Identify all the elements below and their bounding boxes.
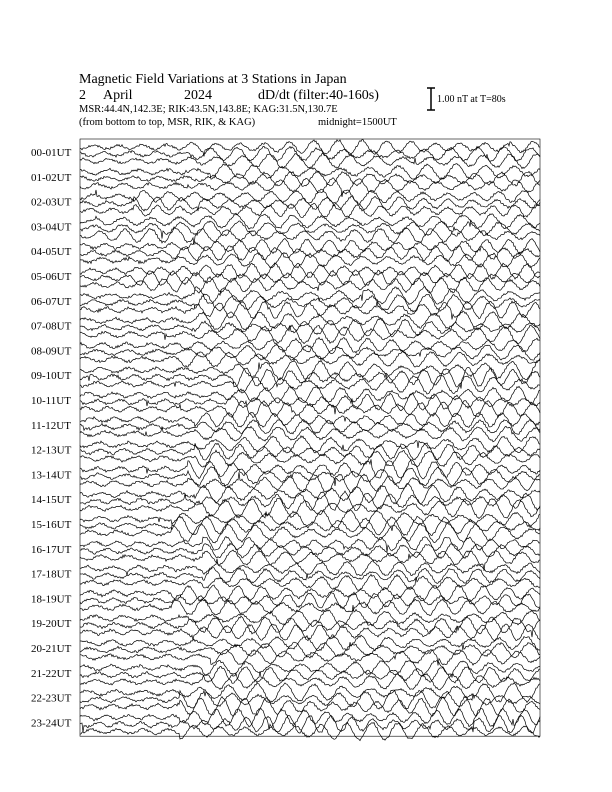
trace-msr [80, 311, 540, 330]
hour-label: 07-08UT [31, 320, 72, 333]
trace-msr [80, 605, 540, 627]
trace-kag [80, 277, 540, 293]
hour-label: 02-03UT [31, 196, 72, 209]
chart-title: Magnetic Field Variations at 3 Stations in Japan [79, 72, 347, 87]
trace-order-note: (from bottom to top, MSR, RIK, & KAG) [79, 117, 256, 128]
hour-label: 08-09UT [31, 345, 72, 358]
trace-msr [80, 635, 540, 651]
trace-kag [80, 624, 540, 641]
hour-label: 21-22UT [31, 667, 72, 680]
trace-msr [80, 660, 540, 677]
hour-label: 23-24UT [31, 717, 72, 730]
hour-label: 15-16UT [31, 519, 72, 531]
trace-rik [80, 270, 540, 286]
date-month: April [103, 88, 133, 103]
date-day: 2 [79, 88, 86, 103]
trace-rik [80, 568, 540, 584]
trace-rik [80, 516, 540, 535]
hour-label: 14-15UT [31, 494, 72, 507]
trace-msr [80, 708, 540, 729]
hour-label: 01-02UT [31, 171, 72, 184]
trace-kag [80, 450, 540, 467]
trace-msr [80, 386, 540, 403]
hour-label: 20-21UT [31, 643, 72, 655]
station-coordinates: MSR:44.4N,142.3E; RIK:43.5N,143.8E; KAG:31.5N,130.7E [79, 104, 338, 115]
hour-label: 11-12UT [31, 419, 71, 432]
hour-label: 18-19UT [31, 593, 72, 606]
hour-label: 09-10UT [31, 370, 72, 383]
hour-label: 04-05UT [31, 246, 72, 259]
trace-msr [80, 559, 540, 576]
scale-label: 1.00 nT at T=80s [437, 94, 506, 105]
trace-rik [80, 690, 540, 709]
hour-label: 03-04UT [31, 221, 72, 234]
trace-msr [80, 484, 540, 504]
trace-kag [80, 351, 540, 367]
trace-msr [80, 238, 540, 253]
trace-kag [80, 325, 540, 344]
hour-label: 00-01UT [31, 147, 72, 159]
trace-rik [80, 592, 540, 608]
trace-msr [80, 459, 540, 479]
trace-rik [80, 419, 540, 434]
hour-label: 19-20UT [31, 618, 72, 631]
hour-label: 17-18UT [31, 568, 72, 581]
trace-msr [80, 510, 540, 529]
trace-msr [80, 412, 540, 427]
trace-msr [80, 436, 540, 453]
hour-label: 10-11UT [31, 395, 71, 407]
trace-kag [80, 426, 540, 442]
hour-label: 22-23UT [31, 692, 72, 705]
trace-kag [80, 301, 540, 320]
trace-kag [80, 697, 540, 717]
hour-label: 13-14UT [31, 469, 72, 482]
midnight-note: midnight=1500UT [318, 117, 397, 128]
trace-rik [80, 196, 540, 211]
hour-label: 05-06UT [31, 271, 72, 283]
trace-msr [80, 683, 540, 703]
hour-label: 12-13UT [31, 444, 72, 457]
date-year: 2024 [184, 88, 212, 103]
filter-label: dD/dt (filter:40-160s) [258, 88, 379, 103]
hour-label: 16-17UT [31, 543, 72, 556]
hour-label: 06-07UT [31, 295, 72, 308]
trace-kag [80, 523, 540, 543]
trace-rik [80, 146, 540, 161]
trace-rik [80, 171, 540, 186]
